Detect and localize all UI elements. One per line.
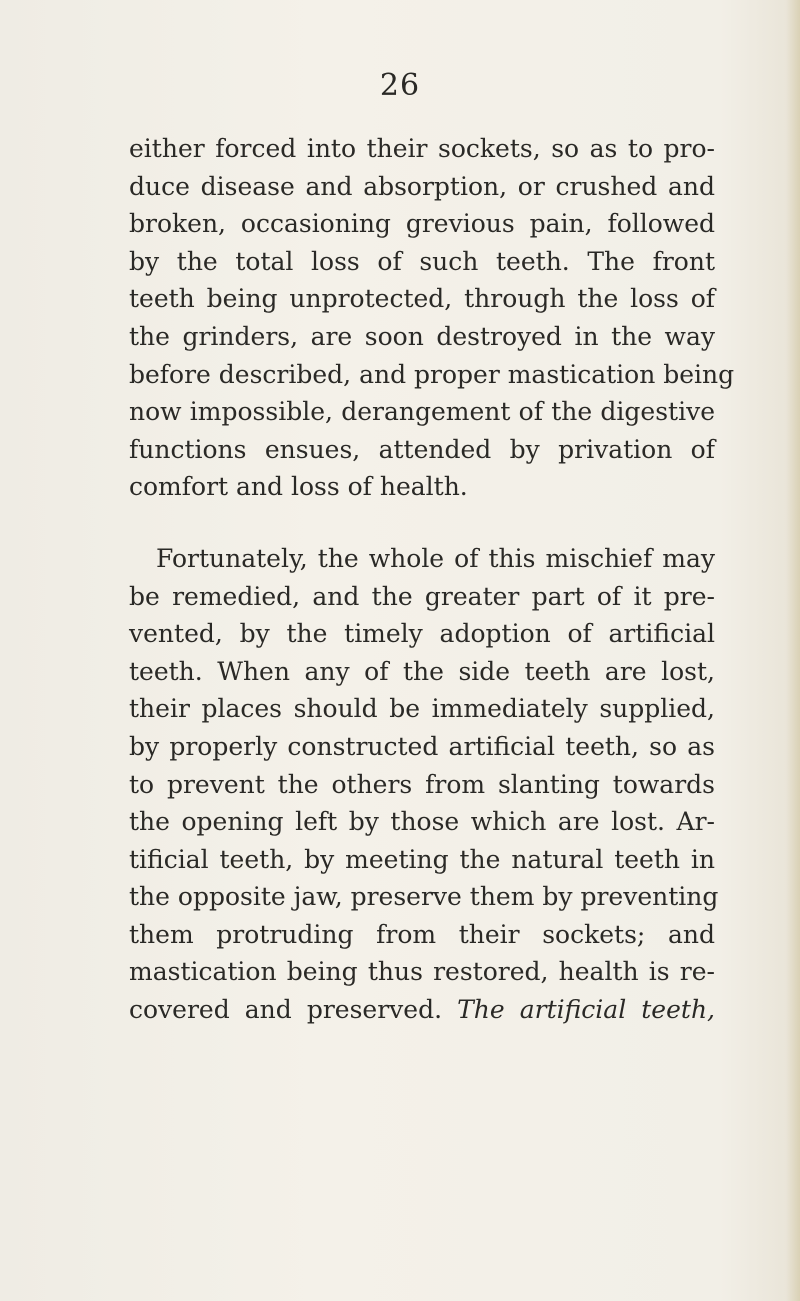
text-line: vented, by the timely adoption of artificial bbox=[129, 619, 715, 649]
text-line: before described, and proper mastication being bbox=[129, 359, 735, 389]
paragraph-1 bbox=[129, 130, 735, 506]
text-line: teeth. When any of the side teeth are lost, bbox=[129, 656, 715, 686]
text-line: tificial teeth, by meeting the natural teeth in bbox=[129, 844, 715, 874]
page-number: 26 bbox=[379, 68, 421, 103]
text-line: be remedied, and the greater part of it pre- bbox=[129, 581, 715, 611]
text-line: comfort and loss of health. bbox=[129, 472, 468, 502]
page-edge-shadow bbox=[786, 0, 800, 1301]
text-line: the opening left by those which are lost. Ar- bbox=[129, 807, 715, 837]
text-line: functions ensues, attended by privation of bbox=[129, 434, 715, 464]
text-line: now impossible, derangement of the digestive bbox=[129, 397, 715, 427]
final-line-italic: The artificial teeth, bbox=[457, 995, 715, 1025]
text-line: their places should be immediately supplied, bbox=[129, 694, 715, 724]
text-line: to prevent the others from slanting towards bbox=[129, 769, 715, 799]
paragraph-2 bbox=[129, 540, 719, 1029]
text-line: either forced into their sockets, so as to pro- bbox=[129, 134, 715, 163]
text-line: by the total loss of such teeth. The front bbox=[129, 246, 715, 276]
text-line: them protruding from their sockets; and bbox=[129, 919, 715, 949]
text-line: the grinders, are soon destroyed in the way bbox=[129, 321, 715, 351]
text-line: duce disease and absorption, or crushed and bbox=[129, 171, 715, 201]
body-text bbox=[129, 130, 735, 1029]
text-line: the opposite jaw, preserve them by preventing bbox=[129, 882, 719, 912]
text-line-final bbox=[129, 991, 715, 1029]
final-line-plain: covered and preserved. bbox=[129, 995, 443, 1025]
text-line: by properly constructed artificial teeth, so as bbox=[129, 731, 715, 761]
text-line: teeth being unprotected, through the loss of bbox=[129, 284, 715, 314]
text-line: broken, occasioning grevious pain, followed bbox=[129, 209, 715, 239]
text-line: mastication being thus restored, health is re- bbox=[129, 957, 715, 987]
text-line: Fortunately, the whole of this mischief may bbox=[156, 543, 715, 573]
